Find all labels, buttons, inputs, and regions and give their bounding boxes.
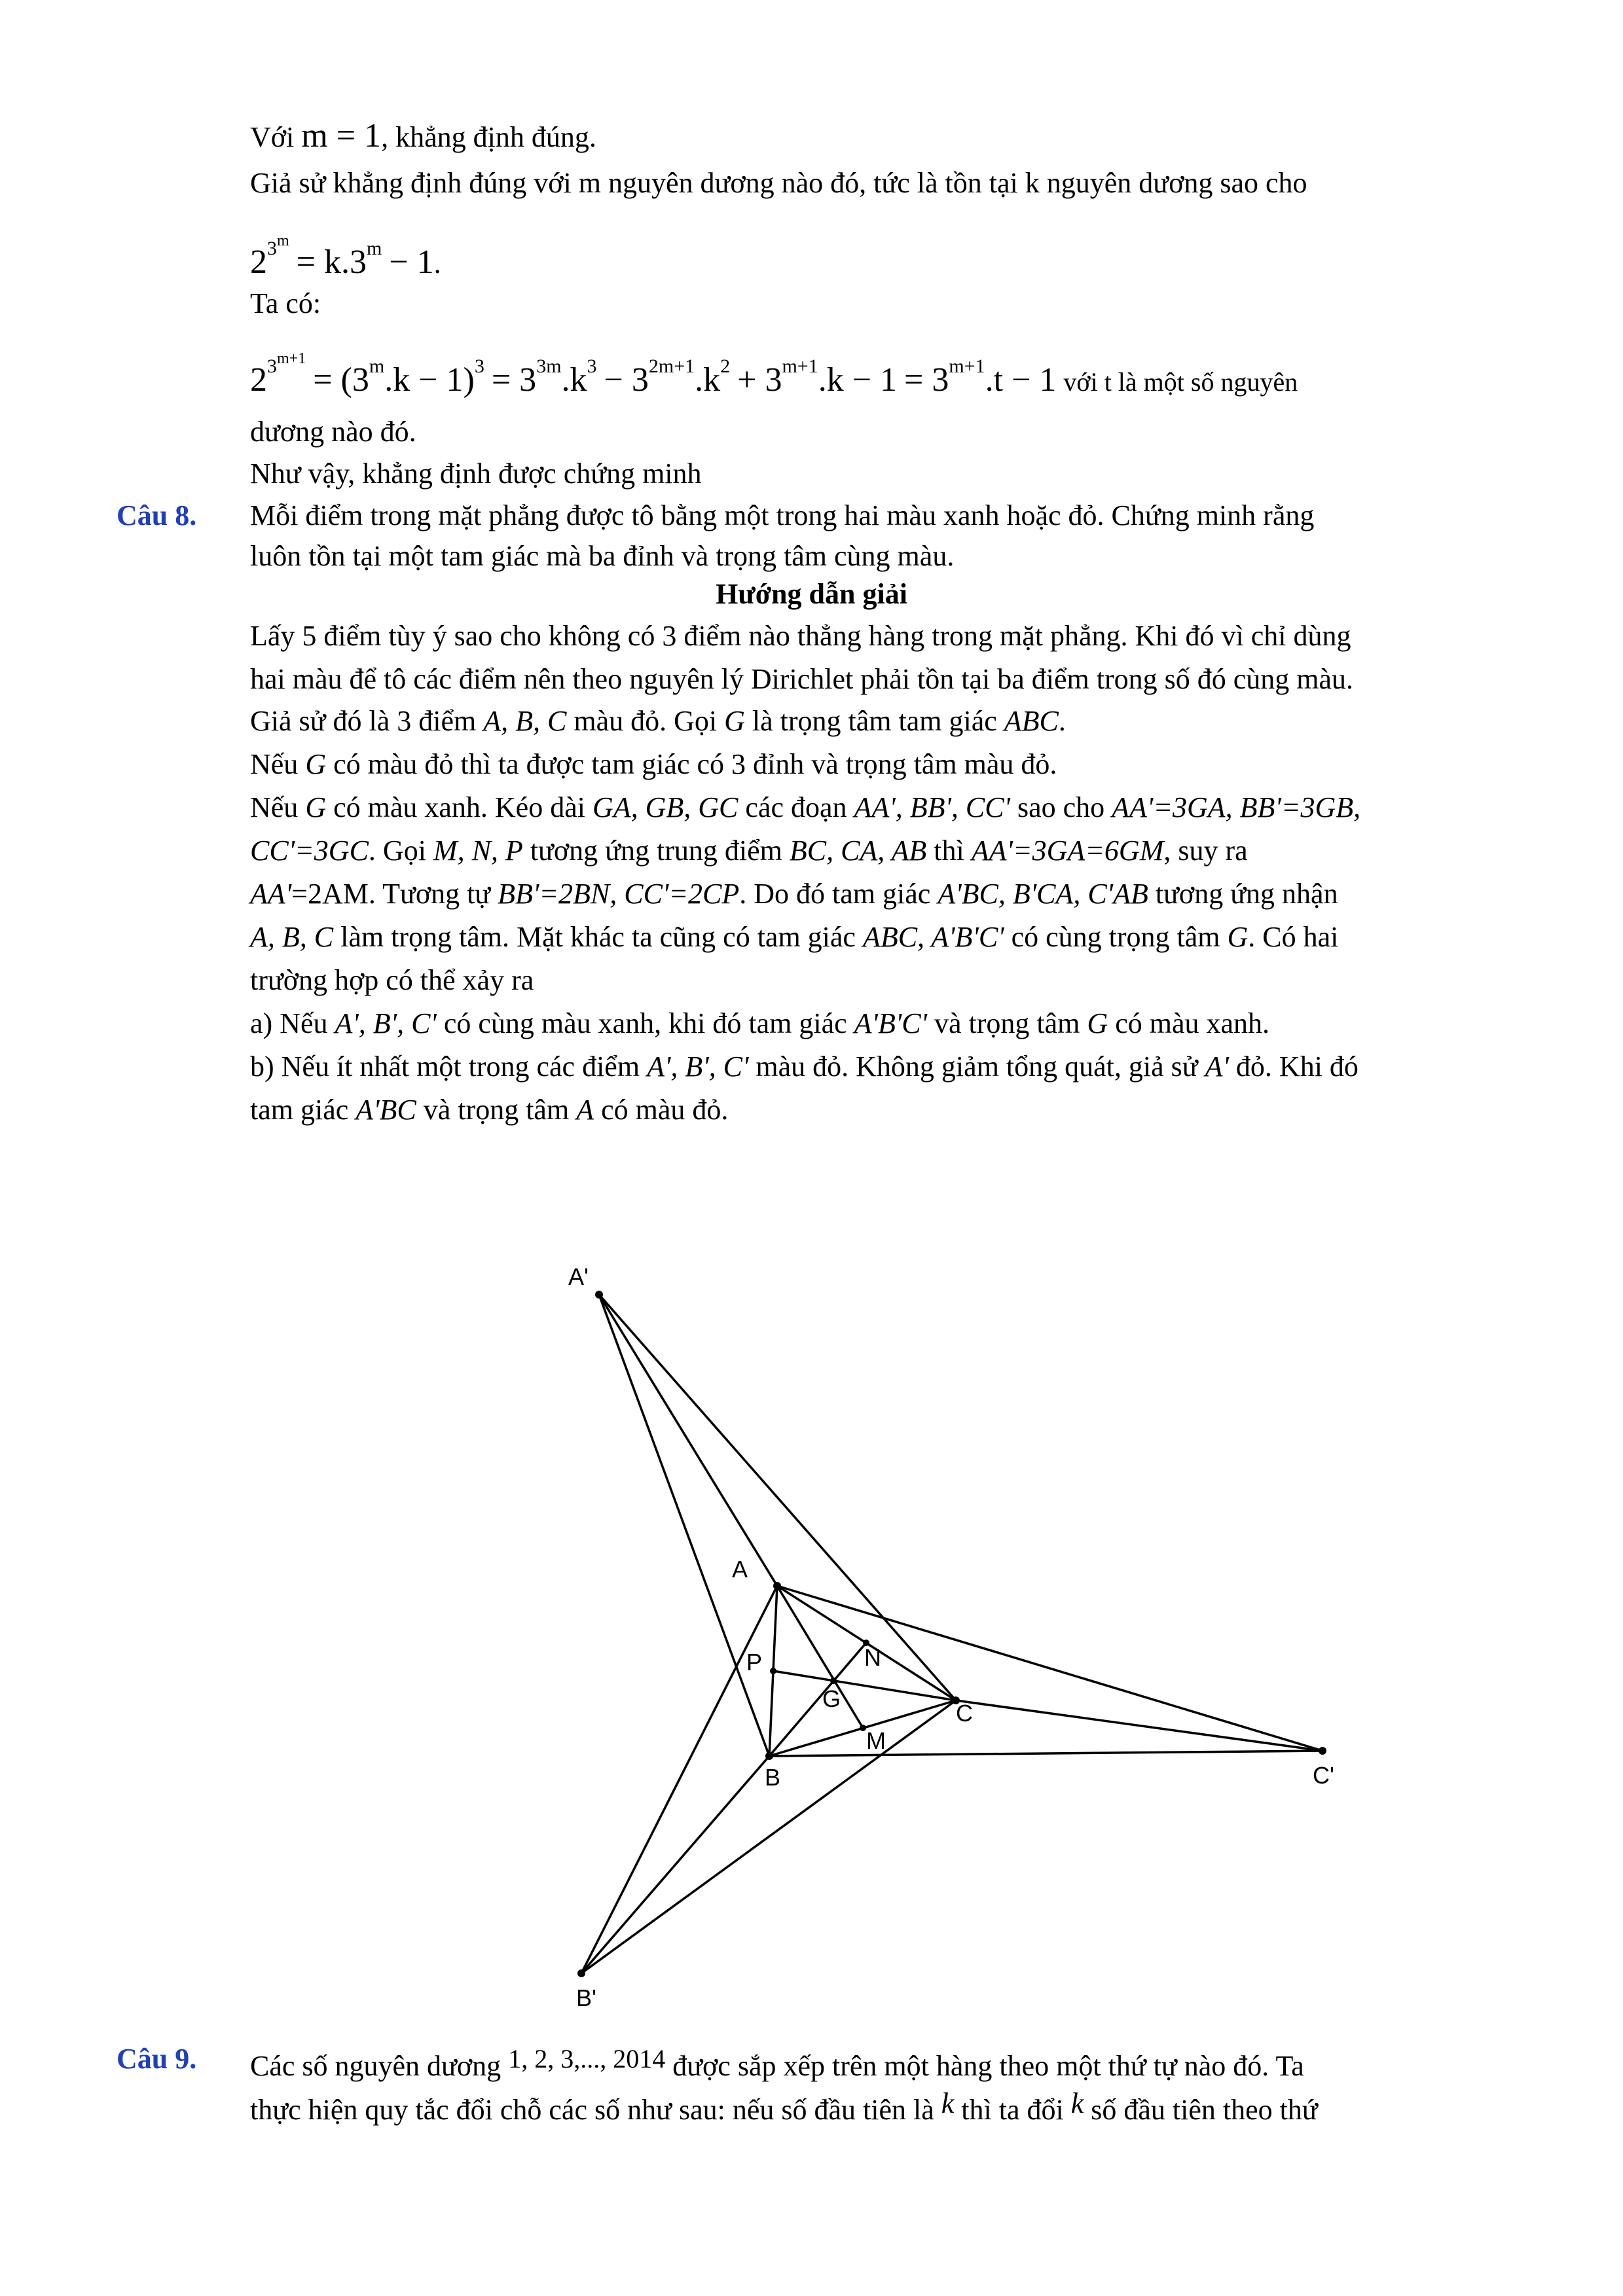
text: và trọng tâm	[423, 1094, 570, 1126]
text: Nếu	[250, 791, 299, 823]
eq-part: .k − 1)	[384, 361, 475, 399]
eq-part: .k − 1	[818, 361, 898, 399]
q8-line-1: Lấy 5 điểm tùy ý sao cho không có 3 điểm nào thẳng hàng trong mặt phẳng. Khi đó vì chỉ dùng	[250, 620, 1351, 652]
math-text: G	[305, 791, 327, 823]
figure-points	[577, 1291, 1326, 1977]
eq-part: 2	[250, 361, 267, 399]
eq-part: − 1	[389, 243, 434, 281]
math-text: A, B, C	[250, 921, 334, 953]
point-B-prime	[577, 1969, 585, 1977]
eq-exp: 3	[474, 355, 484, 377]
label-B-prime: B'	[576, 1984, 596, 2011]
eq-exp-part: 3	[267, 355, 277, 377]
math-text: GA, GB, GC	[592, 791, 739, 823]
q8-statement-1: Mỗi điểm trong mặt phẳng được tô bằng một trong hai màu xanh hoặc đỏ. Chứng minh rằng	[250, 499, 1315, 531]
math-text: A	[576, 1094, 594, 1126]
eq-exp: m+1	[782, 355, 818, 377]
text: có màu đỏ.	[601, 1094, 729, 1126]
text: có cùng trọng tâm	[1011, 921, 1220, 953]
math-m-equals-1: m = 1	[301, 117, 382, 154]
math-text: A'BC, B'CA, C'AB	[938, 878, 1148, 910]
math-text: AA'	[250, 878, 292, 910]
eq-note: với t là một số nguyên	[1063, 367, 1298, 397]
eq-part: − 3	[604, 361, 649, 399]
point-A-prime	[595, 1291, 603, 1299]
label-A: A	[732, 1556, 748, 1583]
text: Nếu	[250, 748, 299, 780]
proof-line-4: dương nào đó.	[250, 416, 416, 448]
segment-A'A	[599, 1295, 777, 1586]
math-text: G	[305, 748, 327, 780]
text: a) Nếu	[250, 1007, 328, 1039]
segment-C'A	[777, 1586, 1322, 1751]
math-text: k	[1070, 2087, 1084, 2119]
text: thì ta đổi	[961, 2094, 1064, 2126]
label-P: P	[746, 1649, 763, 1676]
math-text: ABC	[1004, 705, 1059, 737]
point-B	[765, 1752, 773, 1760]
proof-line-5: Như vậy, khẳng định được chứng minh	[250, 457, 702, 490]
text: có màu xanh. Kéo dài	[333, 791, 585, 823]
eq-part: + 3	[737, 361, 782, 399]
question-8-label: Câu 8.	[117, 499, 197, 531]
text: màu đỏ. Gọi	[574, 705, 718, 737]
math-text: G	[1227, 921, 1249, 953]
text: và trọng tâm	[934, 1007, 1080, 1039]
text: . Có hai	[1248, 921, 1339, 953]
eq-part: .t − 1	[985, 361, 1057, 399]
segment-A'C	[599, 1295, 956, 1700]
point-M	[860, 1725, 866, 1731]
eq-exp: m	[369, 355, 385, 377]
math-text: G	[724, 705, 745, 737]
math-text: AA'=3GA, BB'=3GB,	[1112, 791, 1361, 823]
question-9-label: Câu 9.	[117, 2043, 197, 2075]
point-C-prime	[1319, 1747, 1326, 1755]
math-text: AA'=3GA=6GM	[971, 834, 1164, 867]
text: đỏ. Khi đó	[1235, 1050, 1359, 1083]
text: tam giác	[250, 1094, 349, 1126]
label-C: C	[956, 1700, 973, 1727]
point-P	[770, 1668, 776, 1674]
eq-exp: 2	[720, 355, 731, 377]
math-text: A'	[1205, 1050, 1229, 1083]
q8-line-2: hai màu để tô các điểm nên theo nguyên lý Dirichlet phải tồn tại ba điểm trong số đó cùng màu.	[250, 663, 1353, 695]
q9-line-2	[250, 2085, 1318, 2128]
text: tương ứng trung điểm	[530, 834, 782, 867]
segment-B'C	[581, 1700, 956, 1973]
text: , suy ra	[1163, 834, 1248, 867]
text: tương ứng nhận	[1155, 878, 1338, 910]
text: b) Nếu ít nhất một trong các điểm	[250, 1050, 640, 1083]
proof-line-3: Ta có:	[250, 287, 321, 319]
text: =2AM. Tương tự	[291, 878, 491, 910]
text: Với	[250, 121, 295, 153]
math-text: A', B', C'	[335, 1007, 437, 1039]
q8-solution-heading: Hướng dẫn giải	[716, 578, 907, 610]
text: các đoạn	[745, 791, 847, 823]
text: . Do đó tam giác	[739, 878, 931, 910]
point-A	[773, 1582, 781, 1590]
text: .	[1058, 705, 1066, 737]
text: Các số nguyên dương	[250, 2050, 501, 2082]
text: . Gọi	[368, 834, 426, 867]
eq-exp: m	[367, 238, 382, 259]
q9-line-1	[250, 2041, 1304, 2085]
eq-part: 2	[250, 243, 267, 281]
math-text: A', B', C'	[647, 1050, 749, 1083]
text: số đầu tiên theo thứ	[1091, 2094, 1318, 2126]
eq-part: = 3	[904, 361, 949, 399]
eq-part: = (3	[313, 361, 369, 399]
segment-A'B	[599, 1295, 769, 1756]
eq-exp-part: 3	[267, 238, 277, 259]
text: có màu xanh.	[1115, 1007, 1269, 1039]
math-text: G	[1087, 1007, 1108, 1039]
eq-exp-part: m	[277, 232, 289, 249]
text: có cùng màu xanh, khi đó tam giác	[443, 1007, 847, 1039]
text: thực hiện quy tắc đổi chỗ các số như sau: nếu số đầu tiên là	[250, 2094, 934, 2126]
eq-part: .k	[561, 361, 587, 399]
math-text: A'BC	[356, 1094, 416, 1126]
eq-exp: 3	[587, 355, 597, 377]
math-text: A'B'C'	[854, 1007, 928, 1039]
eq-exp: 2m+1	[648, 355, 695, 377]
eq-part: = 3	[491, 361, 537, 399]
point-G	[830, 1677, 837, 1684]
eq-exp: m+1	[949, 355, 985, 377]
math-text: M, N, P	[433, 834, 523, 867]
text: có màu đỏ thì ta được tam giác có 3 đỉnh và trọng tâm màu đỏ.	[333, 748, 1057, 780]
figure-lines	[581, 1295, 1322, 1973]
proof-line-2: Giả sử khẳng định đúng với m nguyên dương nào đó, tức là tồn tại k nguyên dương sao cho	[250, 167, 1307, 199]
math-text: 1, 2, 3,..., 2014	[508, 2044, 666, 2073]
math-text: k	[941, 2087, 955, 2119]
math-text: BC, CA, AB	[789, 834, 927, 867]
segment-C'B	[769, 1751, 1322, 1756]
q8-statement-2: luôn tồn tại một tam giác mà ba đỉnh và trọng tâm cùng màu.	[250, 540, 955, 572]
text: màu đỏ. Không giảm tổng quát, giả sử	[756, 1050, 1198, 1083]
text: là trọng tâm tam giác	[752, 705, 997, 737]
label-B: B	[765, 1764, 781, 1791]
eq-part: .k	[695, 361, 721, 399]
math-text: BB'=2BN, CC'=2CP	[498, 878, 740, 910]
label-M: M	[866, 1727, 886, 1754]
eq-part: = k.3	[296, 243, 367, 281]
text: Giả sử đó là 3 điểm	[250, 705, 477, 737]
eq-part: .	[433, 247, 441, 279]
eq-exp-part: m+1	[277, 350, 306, 367]
eq-exp: 3m	[536, 355, 562, 377]
text: , khẳng định đúng.	[381, 121, 596, 153]
median-CP	[773, 1671, 956, 1700]
label-G: G	[822, 1685, 841, 1712]
label-N: N	[864, 1644, 881, 1671]
median-BN	[769, 1643, 866, 1756]
math-text: CC'=3GC	[250, 834, 369, 867]
text: sao cho	[1017, 791, 1105, 823]
math-text: ABC, A'B'C'	[862, 921, 1004, 953]
math-text: AA', BB', CC'	[854, 791, 1010, 823]
text: được sắp xếp trên một hàng theo một thứ tự nào đó. Ta	[672, 2050, 1304, 2082]
text: thì	[934, 834, 964, 867]
q8-line-9: trường hợp có thể xảy ra	[250, 964, 534, 996]
label-A-prime: A'	[568, 1263, 589, 1290]
math-text: A, B, C	[483, 705, 567, 737]
text: làm trọng tâm. Mặt khác ta cũng có tam giác	[340, 921, 856, 953]
label-C-prime: C'	[1313, 1762, 1334, 1789]
segment-C'C	[956, 1700, 1322, 1751]
